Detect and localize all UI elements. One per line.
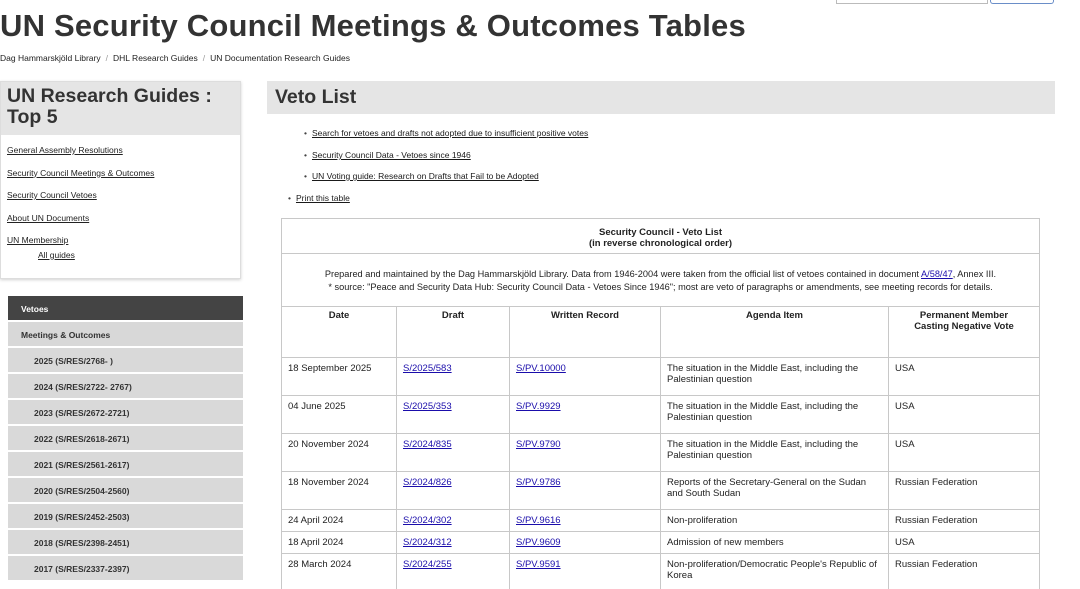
cell-draft xyxy=(397,396,510,434)
nav-item-2017[interactable]: 2017 (S/RES/2337-2397) xyxy=(8,556,243,582)
cell-agenda: The situation in the Middle East, including the Palestinian question xyxy=(661,434,889,472)
draft-link[interactable]: S/2025/583 xyxy=(403,363,452,374)
record-link[interactable]: S/PV.9929 xyxy=(516,401,561,412)
breadcrumb-item-research-guides[interactable]: DHL Research Guides xyxy=(113,53,198,63)
table-row xyxy=(282,532,1040,554)
cell-draft xyxy=(397,554,510,589)
cell-date: 20 November 2024 xyxy=(282,434,397,472)
cell-member: USA xyxy=(889,532,1040,554)
veto-list-panel xyxy=(267,81,1055,589)
cell-member: Russian Federation xyxy=(889,554,1040,589)
col-header-written-record: Written Record xyxy=(510,307,661,358)
record-link[interactable]: S/PV.9786 xyxy=(516,477,561,488)
veto-list-heading: Veto List xyxy=(267,81,1055,114)
table-row xyxy=(282,396,1040,434)
table-note xyxy=(282,254,1040,307)
cell-date: 18 September 2025 xyxy=(282,358,397,396)
resource-link-item xyxy=(304,128,588,138)
draft-link[interactable]: S/2024/302 xyxy=(403,515,452,526)
table-row xyxy=(282,510,1040,532)
breadcrumb-separator: / xyxy=(202,53,206,63)
table-note-source: * source: "Peace and Security Data Hub: Security Council Data - Vetoes Since 1946"; most are veto of paragraphs or amendments, see meeting records for details. xyxy=(328,281,993,292)
guide-link-sc-meetings[interactable]: Security Council Meetings & Outcomes xyxy=(7,167,155,178)
resource-link-item xyxy=(304,171,539,181)
col-header-agenda-item: Agenda Item xyxy=(661,307,889,358)
link-voting-guide[interactable]: UN Voting guide: Research on Drafts that Fail to be Adopted xyxy=(311,171,539,181)
table-row xyxy=(282,472,1040,510)
record-link[interactable]: S/PV.9790 xyxy=(516,439,561,450)
site-search-button[interactable] xyxy=(990,0,1054,4)
nav-item-meetings-outcomes[interactable]: Meetings & Outcomes xyxy=(8,322,243,348)
cell-draft xyxy=(397,434,510,472)
nav-item-2025[interactable]: 2025 (S/RES/2768- ) xyxy=(8,348,243,374)
print-table-link[interactable]: Print this table xyxy=(295,193,350,203)
table-caption-title: Security Council - Veto List xyxy=(599,227,722,238)
cell-record xyxy=(510,532,661,554)
table-row xyxy=(282,434,1040,472)
table-note-annex: , Annex III. xyxy=(952,269,997,279)
col-header-date: Date xyxy=(282,307,397,358)
cell-member: Russian Federation xyxy=(889,510,1040,532)
breadcrumb-item-un-docs[interactable]: UN Documentation Research Guides xyxy=(210,53,350,63)
cell-date: 24 April 2024 xyxy=(282,510,397,532)
guide-link-ga-resolutions[interactable]: General Assembly Resolutions xyxy=(7,145,123,155)
record-link[interactable]: S/PV.9609 xyxy=(516,537,561,548)
veto-table xyxy=(281,218,1040,589)
cell-record xyxy=(510,472,661,510)
cell-record xyxy=(510,510,661,532)
table-caption xyxy=(282,219,1040,254)
print-link-item xyxy=(288,193,350,203)
table-header-row xyxy=(282,307,1040,358)
bullet-icon: • xyxy=(304,171,307,181)
record-link[interactable]: S/PV.10000 xyxy=(516,363,566,374)
resource-link-item xyxy=(304,150,471,160)
nav-item-2022[interactable]: 2022 (S/RES/2618-2671) xyxy=(8,426,243,452)
breadcrumb xyxy=(0,53,350,63)
cell-agenda: Non-proliferation/Democratic People's Republic of Korea xyxy=(661,554,889,589)
cell-agenda: Reports of the Secretary-General on the Sudan and South Sudan xyxy=(661,472,889,510)
draft-link[interactable]: S/2024/255 xyxy=(403,559,452,570)
cell-draft xyxy=(397,532,510,554)
cell-date: 18 April 2024 xyxy=(282,532,397,554)
record-link[interactable]: S/PV.9591 xyxy=(516,559,561,570)
cell-record xyxy=(510,396,661,434)
cell-member: Russian Federation xyxy=(889,472,1040,510)
table-row xyxy=(282,554,1040,589)
cell-agenda: The situation in the Middle East, including the Palestinian question xyxy=(661,358,889,396)
guide-link-about-un-docs[interactable]: About UN Documents xyxy=(7,212,90,223)
breadcrumb-separator: / xyxy=(105,53,108,63)
nav-item-2019[interactable]: 2019 (S/RES/2452-2503) xyxy=(8,504,243,530)
draft-link[interactable]: S/2025/353 xyxy=(403,401,452,412)
nav-item-2023[interactable]: 2023 (S/RES/2672-2721) xyxy=(8,400,243,426)
col-header-negative-vote: Permanent Member Casting Negative Vote xyxy=(889,307,1040,358)
bullet-icon: • xyxy=(288,193,291,203)
breadcrumb-item-dhl[interactable]: Dag Hammarskjöld Library xyxy=(0,53,101,63)
top-guides-list xyxy=(1,135,240,266)
record-link[interactable]: S/PV.9616 xyxy=(516,515,561,526)
link-sc-data-vetoes[interactable]: Security Council Data - Vetoes since 1946 xyxy=(311,150,471,160)
cell-agenda: The situation in the Middle East, including the Palestinian question xyxy=(661,396,889,434)
side-nav xyxy=(8,296,243,582)
cell-member: USA xyxy=(889,396,1040,434)
cell-record xyxy=(510,554,661,589)
bullet-icon: • xyxy=(304,128,307,138)
table-row xyxy=(282,358,1040,396)
doc-link-a-58-47[interactable]: A/58/47 xyxy=(921,269,953,279)
nav-item-2024[interactable]: 2024 (S/RES/2722- 2767) xyxy=(8,374,243,400)
site-search-input[interactable] xyxy=(836,0,988,4)
cell-date: 04 June 2025 xyxy=(282,396,397,434)
nav-item-vetoes[interactable]: Vetoes xyxy=(8,296,243,322)
table-note-text: Prepared and maintained by the Dag Hammarskjöld Library. Data from 1946-2004 were taken from the official list of vetoes contained in document xyxy=(324,269,922,279)
guide-link-sc-vetoes[interactable]: Security Council Vetoes xyxy=(7,190,97,200)
cell-agenda: Non-proliferation xyxy=(661,510,889,532)
draft-link[interactable]: S/2024/835 xyxy=(403,439,452,450)
col-header-draft: Draft xyxy=(397,307,510,358)
cell-agenda: Admission of new members xyxy=(661,532,889,554)
all-guides-link[interactable]: All guides xyxy=(38,249,75,260)
nav-item-2021[interactable]: 2021 (S/RES/2561-2617) xyxy=(8,452,243,478)
top-guides-box xyxy=(0,81,241,279)
page-title: UN Security Council Meetings & Outcomes Tables xyxy=(0,8,746,43)
cell-member: USA xyxy=(889,434,1040,472)
link-search-vetoes[interactable]: Search for vetoes and drafts not adopted due to insufficient positive votes xyxy=(311,128,589,138)
cell-record xyxy=(510,434,661,472)
bullet-icon: • xyxy=(304,150,307,160)
cell-draft xyxy=(397,358,510,396)
table-caption-subtitle: (in reverse chronological order) xyxy=(588,238,733,249)
top-guides-title: UN Research Guides : Top 5 xyxy=(1,82,240,135)
cell-date: 18 November 2024 xyxy=(282,472,397,510)
nav-item-2018[interactable]: 2018 (S/RES/2398-2451) xyxy=(8,530,243,556)
cell-draft xyxy=(397,510,510,532)
draft-link[interactable]: S/2024/312 xyxy=(403,537,452,548)
cell-draft xyxy=(397,472,510,510)
draft-link[interactable]: S/2024/826 xyxy=(403,477,452,488)
cell-member: USA xyxy=(889,358,1040,396)
nav-item-2020[interactable]: 2020 (S/RES/2504-2560) xyxy=(8,478,243,504)
guide-link-un-membership[interactable]: UN Membership xyxy=(7,235,69,245)
cell-record xyxy=(510,358,661,396)
cell-date: 28 March 2024 xyxy=(282,554,397,589)
